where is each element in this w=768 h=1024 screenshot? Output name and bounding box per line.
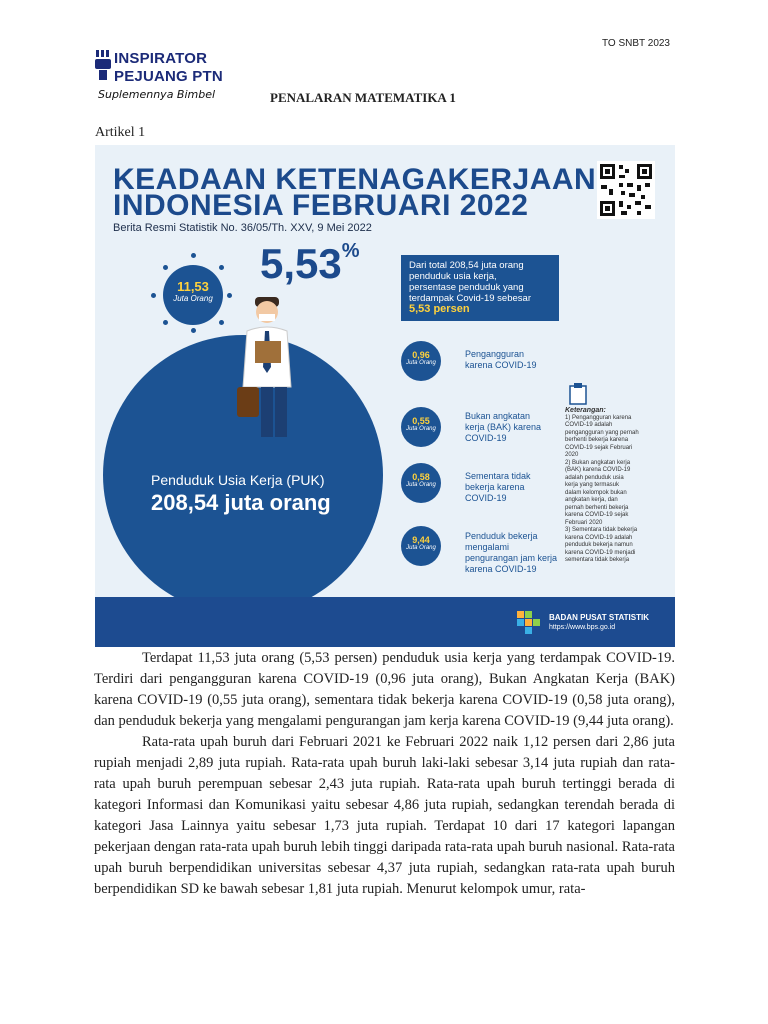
bps-logo-icon bbox=[515, 607, 543, 635]
keterangan-line: adalah penduduk usia bbox=[565, 474, 624, 481]
qr-code-icon bbox=[597, 161, 655, 219]
category-label-line: Sementara tidak bbox=[465, 471, 531, 481]
category-label bbox=[465, 349, 537, 371]
keterangan-line: (BAK) karena COVID-19 bbox=[565, 467, 631, 473]
category-label-line: mengalami bbox=[465, 542, 510, 552]
category-value: 9,44 bbox=[412, 535, 430, 545]
big-percent bbox=[260, 240, 360, 288]
keterangan-line: kerja yang termasuk bbox=[565, 482, 620, 488]
worker-illustration-icon bbox=[225, 297, 305, 447]
keterangan-line: dalam kelompok bukan bbox=[565, 489, 627, 496]
logo bbox=[92, 48, 232, 100]
headline-virus-icon bbox=[163, 265, 223, 325]
headline-virus-value: 11,53 bbox=[177, 279, 209, 294]
callout-line: Dari total 208,54 juta orang bbox=[409, 260, 524, 271]
logo-tagline: Suplemennya Bimbel bbox=[98, 88, 216, 101]
infographic-title-line2: INDONESIA FEBRUARI 2022 bbox=[113, 189, 529, 222]
infographic-title-line1: KEADAAN KETENAGAKERJAAN bbox=[113, 163, 597, 196]
keterangan-line: pengangguran yang pernah bbox=[565, 429, 639, 436]
category-virus-icon bbox=[401, 463, 441, 503]
category-value: 0,58 bbox=[412, 472, 430, 482]
logo-subtitle: PEJUANG PTN bbox=[114, 68, 223, 85]
callout-line: terdampak Covid-19 sebesar bbox=[409, 293, 531, 304]
category-label-line: Penduduk bekerja bbox=[465, 531, 538, 541]
callout-highlight: 5,53 persen bbox=[409, 303, 470, 315]
category-unit: Juta Orang bbox=[406, 426, 436, 432]
keterangan-line: karena COVID-19 menjadi bbox=[565, 549, 636, 556]
infographic-subtitle: Berita Resmi Statistik No. 36/05/Th. XXV, 9 Mei 2022 bbox=[113, 222, 372, 234]
percent-sign: % bbox=[341, 240, 360, 262]
keterangan-line: 3) Sementara tidak bekerja bbox=[565, 527, 638, 533]
category-unit: Juta Orang bbox=[406, 482, 436, 488]
category-value: 0,96 bbox=[412, 350, 430, 360]
category-label-line: Bukan angkatan bbox=[465, 411, 531, 421]
keterangan-line: 2020 bbox=[565, 452, 579, 458]
fist-icon bbox=[92, 50, 114, 84]
keterangan-line: karena COVID-19 adalah bbox=[565, 534, 633, 541]
headline-virus-unit: Juta Orang bbox=[173, 294, 213, 303]
puk-value: 208,54 juta orang bbox=[151, 490, 331, 515]
infographic bbox=[95, 145, 675, 647]
category-virus-icon bbox=[401, 407, 441, 447]
keterangan-line: karena COVID-19 sejak bbox=[565, 512, 629, 518]
keterangan-line: angkatan kerja, dan bbox=[565, 497, 618, 503]
infographic-footer bbox=[95, 597, 675, 647]
category-unit: Juta Orang bbox=[406, 545, 436, 551]
article-label: Artikel 1 bbox=[95, 125, 146, 140]
category-label-line: karena COVID-19 bbox=[465, 360, 537, 370]
category-virus-icon bbox=[401, 526, 441, 566]
keterangan-line: berhenti bekerja karena bbox=[565, 437, 629, 443]
keterangan-line: pernah berhenti bekerja bbox=[565, 504, 629, 511]
category-label-line: pengurangan jam kerja bbox=[465, 553, 558, 563]
keterangan-line: penduduk bekerja namun bbox=[565, 542, 633, 548]
category-label-line: Pengangguran bbox=[465, 349, 525, 359]
clipboard-icon bbox=[569, 383, 587, 405]
keterangan-line: 1) Pengangguran karena bbox=[565, 414, 632, 421]
article-paragraph: Terdapat 11,53 juta orang (5,53 persen) penduduk usia kerja yang terdampak COVID-19. Terdiri dari pengangguran karena COVID-19 (0,96 juta orang), Bukan Angkatan Kerja (BAK) karena COVID-19 (0,55 juta orang), sementara tidak bekerja karena COVID-19 (0,58 juta orang), dan penduduk bekerja yang mengalami pengurangan jam kerja karena COVID-19 (9,44 juta orang). bbox=[94, 650, 675, 729]
category-label-line: COVID-19 bbox=[465, 433, 507, 443]
category-unit: Juta Orang bbox=[406, 360, 436, 366]
keterangan-line: COVID-19 adalah bbox=[565, 422, 613, 428]
category-value: 0,55 bbox=[412, 416, 430, 426]
keterangan-line: COVID-19 sejak Februari bbox=[565, 444, 633, 451]
keterangan-line: Februari 2020 bbox=[565, 519, 603, 526]
category-label bbox=[465, 531, 557, 575]
big-percent-value: 5,53 bbox=[260, 240, 342, 287]
callout-line: persentase penduduk yang bbox=[409, 282, 524, 293]
test-tag: TO SNBT 2023 bbox=[602, 38, 670, 49]
category-label bbox=[465, 471, 531, 504]
article-body bbox=[94, 648, 675, 900]
category-label-line: karena COVID-19 bbox=[465, 564, 537, 574]
category-virus-icon bbox=[401, 341, 441, 381]
keterangan-line: 2) Bukan angkatan kerja bbox=[565, 459, 631, 466]
category-label bbox=[465, 411, 541, 444]
keterangan-line: sementara tidak bekerja bbox=[565, 557, 630, 563]
category-label-line: kerja (BAK) karena bbox=[465, 422, 542, 432]
section-title: PENALARAN MATEMATIKA 1 bbox=[270, 90, 456, 105]
category-label-line: COVID-19 bbox=[465, 493, 507, 503]
bps-name: BADAN PUSAT STATISTIK bbox=[549, 613, 649, 622]
category-label-line: bekerja karena bbox=[465, 482, 525, 492]
keterangan bbox=[565, 407, 665, 565]
keterangan-title: Keterangan: bbox=[565, 407, 606, 414]
callout-line: penduduk usia kerja, bbox=[409, 271, 497, 282]
bps-url: https://www.bps.go.id bbox=[549, 624, 616, 631]
logo-title: INSPIRATOR bbox=[114, 50, 208, 67]
callout-box bbox=[401, 255, 559, 321]
article-paragraph: Rata-rata upah buruh dari Februari 2021 ke Februari 2022 naik 1,12 persen dari 2,86 juta rupiah menjadi 2,89 juta rupiah. Rata-rata upah buruh laki-laki sebesar 3,14 juta rupiah dan rata-rata upah buruh perempuan sebesar 2,43 juta rupiah. Rata-rata upah buruh tertinggi berada di kategori Informasi dan Komunikasi yaitu sebesar 4,86 juta rupiah, sedangkan terendah berada di kategori Jasa Lainnya yaitu sebesar 1,73 juta rupiah. Terdapat 10 dari 17 kategori lapangan pekerjaan dengan rata-rata upah buruh lebih tinggi daripada rata-rata upah buruh nasional. Rata-rata upah buruh berpendidikan universitas sebesar 4,37 juta rupiah, sedangkan rata-rata upah buruh berpendidikan SD ke bawah sebesar 1,81 juta rupiah. Menurut kelompok umur, rata- bbox=[94, 734, 675, 897]
puk-label: Penduduk Usia Kerja (PUK) bbox=[151, 472, 325, 488]
